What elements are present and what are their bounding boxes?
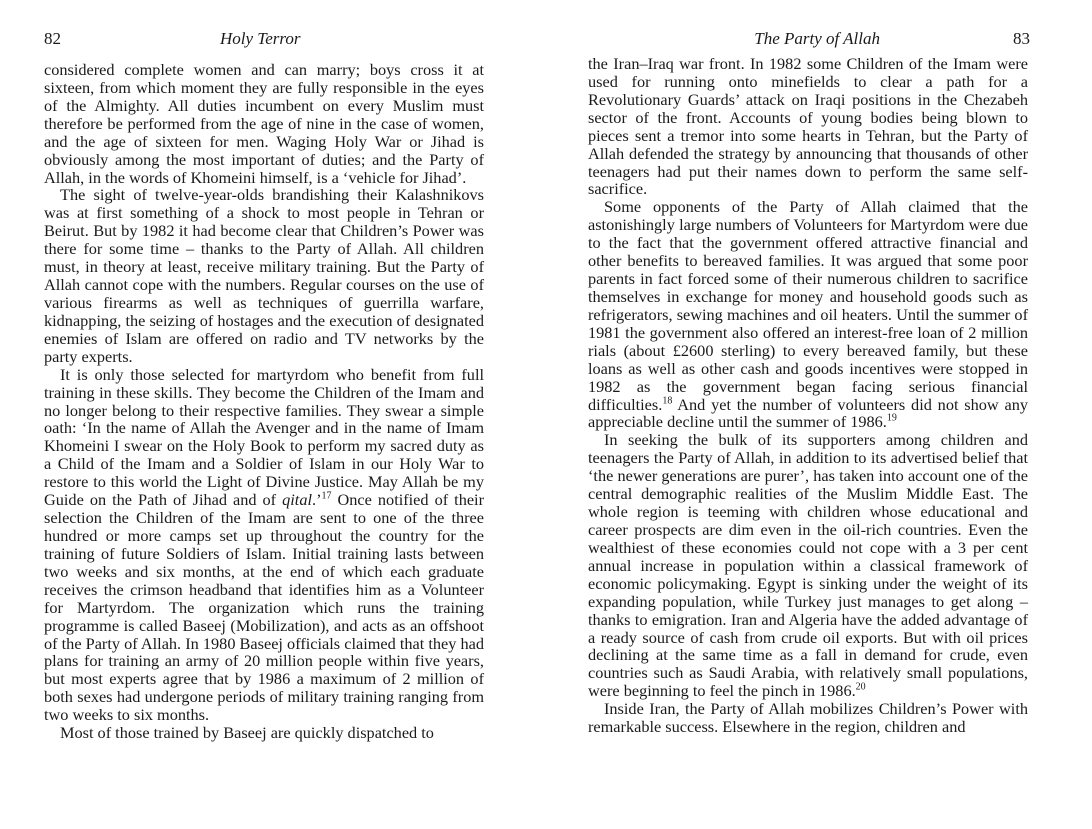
demographics-text: In seeking the bulk of its supporters among children and teenagers the Party of Allah, in addition to its advertised belief that ‘the newer generations are purer’, has taken into account one of the central demographic realities of the Muslim Middle East. The whole region is teeming with children whose educational and career prospects are dim even in the oil-rich countries. Even the wealthiest of these economies could not cope with a 3 per cent annual increase in population within a classical framework of economic policymaking. Egypt is sinking under the weight of its expanding population, while Turkey just manages to get along – thanks to emigration. Iran and Algeria have the added advantage of a ready source of cash from crude oil exports. But with oil prices declining at the same time as a fall in demand for crude, even countries such as Saudi Arabia, with relatively small populations, were beginning to feel the pinch in 1986. <box>588 430 1028 701</box>
left-paragraph-1: considered complete women and can marry; boys cross it at sixteen, from which moment they are fully responsible in the eyes of the Almighty. All duties incumbent on every Muslim must therefore be performed from the age of nine in the case of women, and the age of sixteen for men. Waging Holy War or Jihad is obviously among the most important of duties; and the Party of Allah, in the words of Khomeini himself, is a ‘vehicle for Jihad’. <box>44 60 484 187</box>
volunteers-text: And yet the number of volunteers did not show any appreciable decline until the summer of 1986. <box>588 394 1028 432</box>
right-paragraph-1: the Iran–Iraq war front. In 1982 some Children of the Imam were used for running onto minefields to clear a path for a Revolutionary Guards’ attack on Iraqi positions in the Chezabeh sector of the front. Accounts of young bodies being blown to pieces sent a tremor into some hearts in Tehran, but the Party of Allah defended the strategy by announcing that thousands of other teenagers had put their names down to perform the same self-sacrifice. <box>588 54 1028 199</box>
right-page-number: 83 <box>1013 29 1030 48</box>
right-paragraph-4: Inside Iran, the Party of Allah mobilizes Children’s Power with remarkable success. Elsewhere in the region, children and <box>588 699 1028 737</box>
footnote-ref-19: 19 <box>886 413 897 425</box>
right-paragraph-2 <box>588 198 1028 431</box>
footnote-ref-20: 20 <box>855 681 866 693</box>
right-page <box>546 0 1092 829</box>
left-running-head: Holy Terror <box>220 29 301 48</box>
left-paragraph-3 <box>44 366 484 724</box>
footnote-ref-17: 17 <box>321 490 332 502</box>
right-page-header <box>590 28 1030 50</box>
oath-text: It is only those selected for martyrdom who benefit from full training in these skills. They become the Children of the Imam and no longer belong to their respective families. They swear a simple oath: ‘In the name of Allah the Avenger and in the name of Imam Khomeini I swear on the Holy Book to perform my sacred duty as a Child of the Imam and a Soldier of Islam in our Holy War to restore to this world the Light of Divine Justice. May Allah be my Guide on the Path of Jihad and of <box>44 364 484 510</box>
italic-term-qital: qital <box>282 490 312 510</box>
left-page-body <box>44 61 484 742</box>
right-paragraph-3 <box>588 431 1028 700</box>
oath-close: .’ <box>312 490 322 510</box>
right-page-body <box>588 55 1028 736</box>
training-text: Once notified of their selection the Children of the Imam are sent to one of the three hundred or more camps set up throughout the country for the training of future Soldiers of Islam. Initial training lasts between two weeks and six months, at the end of which each graduate receives the crimson headband that identifies him as a Volunteer for Martyrdom. The organization which runs the training programme is called Baseej (Mobilization), and acts as an offshoot of the Party of Allah. In 1980 Baseej officials claimed that they had plans for training an army of 20 million people within five years, but most experts agree that by 1986 a maximum of 2 million of both sexes had undergone periods of military training ranging from two weeks to six months. <box>44 490 485 725</box>
right-running-head: The Party of Allah <box>754 29 880 48</box>
left-paragraph-4: Most of those trained by Baseej are quickly dispatched to <box>60 723 434 743</box>
footnote-ref-18: 18 <box>662 395 673 407</box>
left-paragraph-2: The sight of twelve-year-olds brandishing their Kalashnikovs was at first something of a shock to most people in Tehran or Beirut. But by 1982 it had become clear that Children’s Power was there for some time – thanks to the Party of Allah. All children must, in theory at least, receive military training. But the Party of Allah cannot cope with the numbers. Regular courses on the use of various firearms as well as techniques of guerrilla warfare, kidnapping, the seizing of hostages and the execution of designated enemies of Islam are offered on radio and TV networks by the party experts. <box>44 185 484 366</box>
left-page-header <box>44 28 486 50</box>
left-page-number: 82 <box>44 29 61 48</box>
opponents-text: Some opponents of the Party of Allah claimed that the astonishingly large numbers of Volunteers for Martyrdom were due to the fact that the government offered attractive financial and other benefits to bereaved families. It was argued that some poor parents in fact forced some of their numerous children to sacrifice themselves in exchange for money and household goods such as refrigerators, sewing machines and oil heaters. Until the summer of 1981 the government also offered an interest-free loan of 2 million rials (about £2600 sterling) to every bereaved family, but these loans as well as other cash and goods incentives were stopped in 1982 as the government began facing serious financial difficulties. <box>588 197 1028 414</box>
